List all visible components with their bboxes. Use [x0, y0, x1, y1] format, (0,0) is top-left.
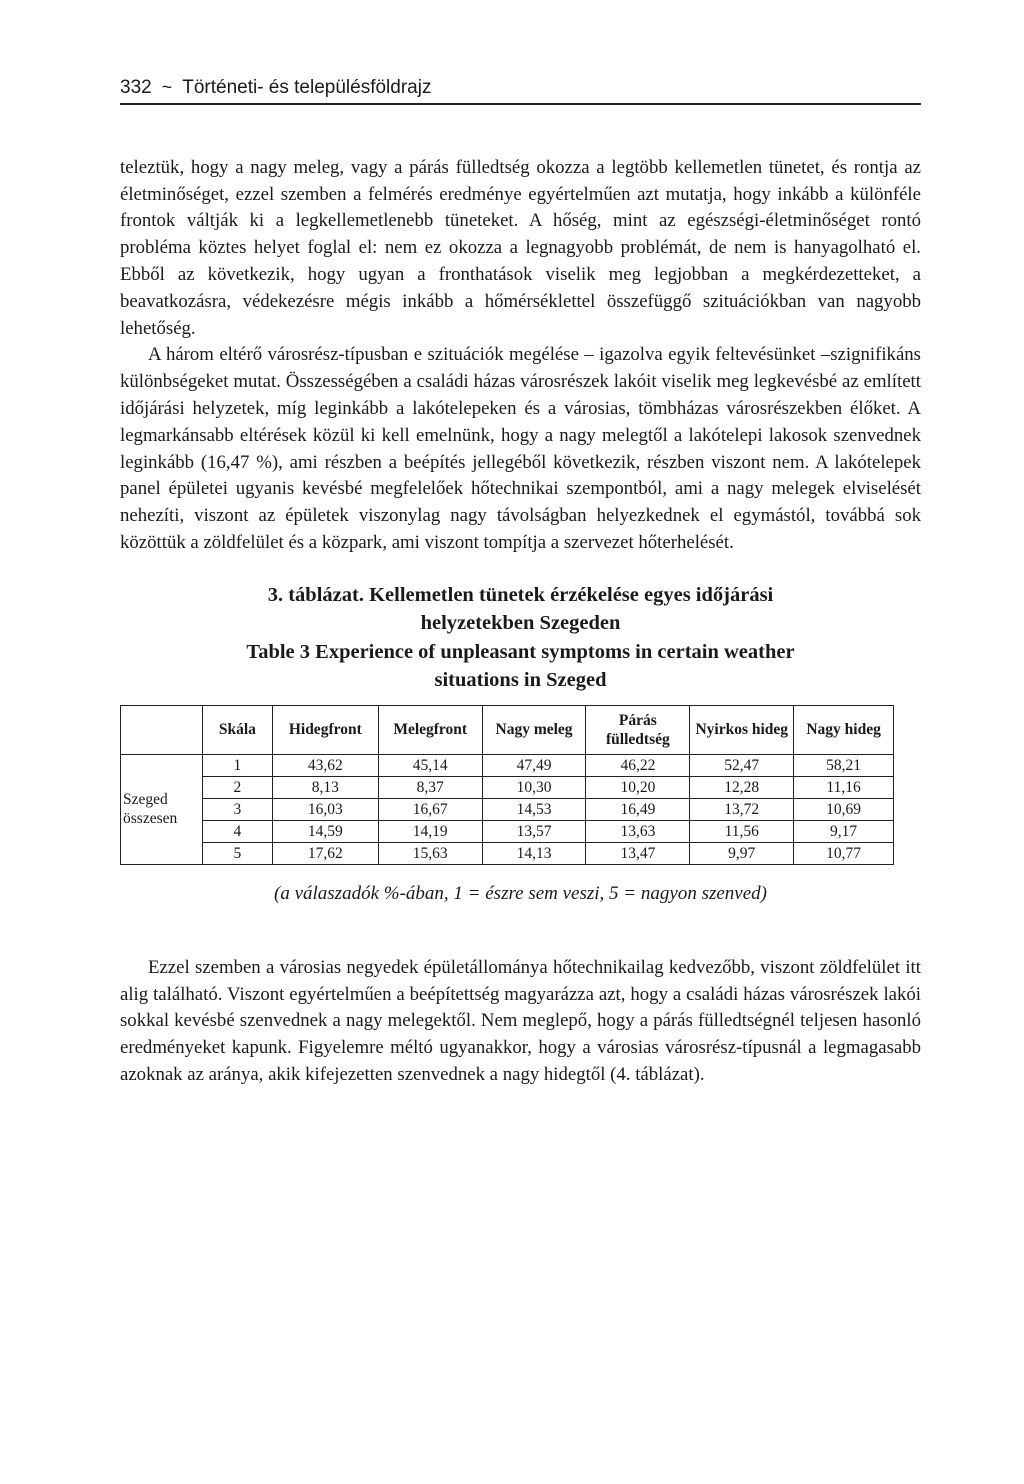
table-cell: 11,56	[690, 820, 794, 842]
page-number: 332	[120, 77, 152, 98]
table-row	[121, 754, 894, 776]
table-header-row	[121, 705, 894, 754]
table-cell: 16,03	[272, 798, 378, 820]
header-cell: Skála	[202, 705, 272, 754]
caption-en-line-1: Table 3 Experience of unpleasant symptoms in certain weather	[246, 640, 795, 663]
table-cell: 9,17	[794, 820, 894, 842]
table-cell: 45,14	[378, 754, 482, 776]
table-cell: 10,20	[586, 776, 690, 798]
table-cell: 8,13	[272, 776, 378, 798]
paragraph-2: A három eltérő városrész-típusban e szituációk megélése – igazolva egyik feltevésünket –szignifikáns különbségeket mutat. Összességében a családi házas városrészek lakóit viselik meg legkevésbé az említett időjárási helyzetek, míg leginkább a lakótelepeken és a városias, tömbházas városrészekben élőket. A legmarkánsabb eltérések közül ki kell emelnünk, hogy a nagy melegtől a lakótelepi lakosok szenvednek leginkább (16,47 %), ami részben a beépítés jellegéből következik, részben viszont nem. A lakótelepek panel épületei ugyanis kevésbé megfelelőek hőtechnikai szempontból, ami a nagy melegek elviselését nehezíti, viszont az épületek viszonylag nagy távolságban helyezkednek el egymástól, továbbá sok közöttük a zöldfelület és a közpark, ami viszont tompítja a szervezet hőterhelését.	[120, 344, 921, 554]
table-cell: 11,16	[794, 776, 894, 798]
table-cell: 14,59	[272, 820, 378, 842]
table-cell: 52,47	[690, 754, 794, 776]
header-corner	[121, 705, 203, 754]
body-text	[120, 155, 921, 557]
closing-text	[120, 955, 921, 1089]
table-cell: 10,69	[794, 798, 894, 820]
paragraph-1: teleztük, hogy a nagy meleg, vagy a párás fülledtség okozza a legtöbb kellemetlen tünetet, és rontja az életminőséget, ezzel szemben a felmérés eredménye egyértelműen azt mutatja, hogy inkább a különféle frontok váltják ki a legkellemetlenebb tüneteket. A hőség, mint az egészségi-életminőséget rontó probléma köztes helyet foglal el: nem ez okozza a legnagyobb problémát, de nem is hanyagolható el. Ebből az következik, hogy ugyan a fronthatások viselik meg legjobban a megkérdezetteket, a beavatkozásra, védekezésre mégis inkább a hőmérséklettel összefüggő szituációkban van nagyobb lehetőség.	[120, 156, 921, 339]
caption-hu-line-2: helyzetekben Szegeden	[420, 612, 621, 635]
caption-hu-line-1: 3. táblázat. Kellemetlen tünetek érzékelése egyes időjárási	[267, 583, 774, 606]
table-cell: 8,37	[378, 776, 482, 798]
table-cell: 12,28	[690, 776, 794, 798]
table-cell: 15,63	[378, 842, 482, 864]
closing-paragraph: Ezzel szemben a városias negyedek épületállománya hőtechnikailag kedvezőbb, viszont zöldfelület itt alig található. Viszont egyértelműen a beépítettség magyarázza azt, hogy a családi házas városrészek lakói sokkal kevésbé szenvednek a nagy melegektől. Nem meglepő, hogy a párás fülledtségnél teljesen hasonló eredményeket kapunk. Figyelemre méltó ugyanakkor, hogy a városias városrész-típusnál a legmagasabb azoknak az aránya, akik kifejezetten szenvednek a nagy hidegtől (4. táblázat).	[120, 956, 921, 1086]
table-cell: 13,72	[690, 798, 794, 820]
table-row	[121, 798, 894, 820]
header-cell: Nagy meleg	[482, 705, 586, 754]
table-cell: 17,62	[272, 842, 378, 864]
table-cell: 47,49	[482, 754, 586, 776]
table-row	[121, 842, 894, 864]
header-cell: Melegfront	[378, 705, 482, 754]
header-cell: Nyirkos hideg	[690, 705, 794, 754]
page	[120, 78, 921, 1089]
table-cell: 14,13	[482, 842, 586, 864]
table-cell: 3	[202, 798, 272, 820]
running-title: Történeti- és településföldrajz	[182, 77, 432, 98]
table-cell: 43,62	[272, 754, 378, 776]
table-note: (a válaszadók %-ában, 1 = észre sem veszi, 5 = nagyon szenved)	[274, 882, 767, 904]
table-cell: 13,63	[586, 820, 690, 842]
table-cell: 5	[202, 842, 272, 864]
table-cell: 14,53	[482, 798, 586, 820]
data-table	[120, 705, 894, 865]
group-label: Szeged összesen	[121, 754, 203, 864]
header-cell: Hidegfront	[272, 705, 378, 754]
table-cell: 16,49	[586, 798, 690, 820]
running-header	[120, 78, 921, 105]
table-cell: 16,67	[378, 798, 482, 820]
table-cell: 9,97	[690, 842, 794, 864]
table-cell: 1	[202, 754, 272, 776]
table-cell: 14,19	[378, 820, 482, 842]
table-cell: 13,47	[586, 842, 690, 864]
table-cell: 46,22	[586, 754, 690, 776]
table-cell: 2	[202, 776, 272, 798]
caption-en-line-2: situations in Szeged	[434, 669, 607, 692]
table-cell: 10,77	[794, 842, 894, 864]
table-cell: 58,21	[794, 754, 894, 776]
header-cell: Párás fülledtség	[586, 705, 690, 754]
header-separator: ~	[161, 77, 173, 97]
header-cell: Nagy hideg	[794, 705, 894, 754]
table-row	[121, 776, 894, 798]
table-cell: 13,57	[482, 820, 586, 842]
table-cell: 4	[202, 820, 272, 842]
table-cell: 10,30	[482, 776, 586, 798]
table-row	[121, 820, 894, 842]
table-caption	[120, 581, 921, 695]
